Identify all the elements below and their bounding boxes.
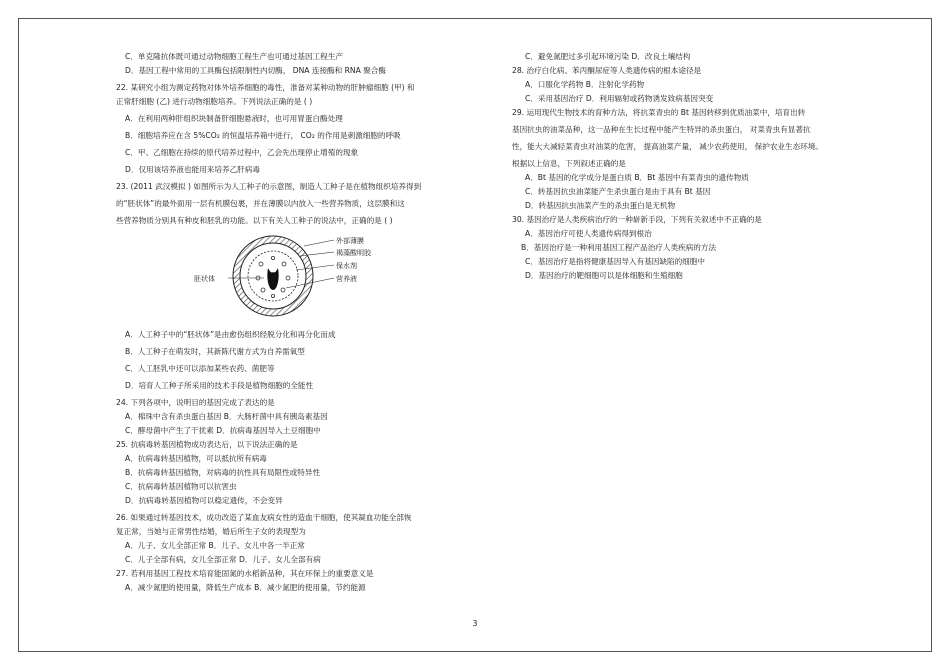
option-line: D．基因工程中常用的工具酶包括限制性内切酶， DNA 连接酶和 RNA 聚合酶 (125, 66, 386, 75)
option-d: D．抗病毒转基因植物可以稳定遗传，不会变异 (125, 496, 283, 505)
label-nutrient: 营养液 (336, 275, 357, 283)
option-ab: A．儿子、女儿全部正常 B．儿子、女儿中各一半正常 (125, 541, 305, 550)
question-line: 些营养物质分别具有种皮和胚乳的功能。以下有关人工种子的说法中，正确的是 ( ) (116, 216, 393, 225)
option-d: D．转基因抗虫油菜产生的杀虫蛋白是无机物 (525, 201, 676, 210)
option-b: B．细胞培养应在含 5%CO₂ 的恒温培养箱中进行， CO₂ 的作用是刺激细胞的呼吸 (125, 131, 401, 140)
question-line: 的“胚状体”的最外面用一层有机膜包裹，并在薄膜以内放入一些营养物质，这层膜和这 (116, 199, 405, 208)
question-line: 性，能大大减轻菜青虫对油菜的危害， 提高油菜产量， 减少农药使用， 保护农业生态环境。 (512, 142, 823, 151)
label-alginate: 褐藻酸明胶 (336, 249, 371, 257)
option-ab: A．减少氮肥的使用量，降低生产成本 B．减少氮肥的使用量，节约能源 (125, 583, 366, 592)
label-embryoid: 胚状体 (194, 275, 215, 283)
option-d: D．基因治疗的靶细胞可以是体细胞和生殖细胞 (525, 271, 683, 280)
option-a: A．抗病毒转基因植物，可以抵抗所有病毒 (125, 454, 267, 463)
option-cd: C．避免氮肥过多引起环境污染 D．改良土壤结构 (525, 52, 691, 61)
question-23: 23. (2011 武汉模拟 ) 如图所示为人工种子的示意图，制造人工种子是在植物组织培养得到 (116, 182, 422, 191)
option-ab: A．棉珠中含有杀虫蛋白基因 B．大肠杆菌中具有胰岛素基因 (125, 412, 328, 421)
question-22: 22. 某研究小组为测定药物对体外培养细胞的毒性，准备对某种动物的肝肿瘤细胞 (甲) 和 (116, 83, 415, 92)
question-26: 26. 如果通过转基因技术，成功改造了某血友病女性的造血干细胞，使其凝血功能全部恢 (116, 513, 412, 522)
option-c: C．转基因抗虫油菜能产生杀虫蛋白是由于具有 Bt 基因 (525, 187, 711, 196)
option-d: D．培育人工种子所采用的技术手段是植物细胞的全能性 (125, 381, 314, 390)
question-line: 正常肝细胞 (乙) 进行动物细胞培养。下列说法正确的是 ( ) (116, 97, 313, 106)
question-28: 28. 治疗白化病、苯丙酮尿症等人类遗传病的根本途径是 (512, 66, 702, 75)
option-b: B．抗病毒转基因植物，对病毒的抗性具有局限性或特异性 (125, 468, 321, 477)
question-line: 基因抗虫的油菜品种，这一品种在生长过程中能产生特异的杀虫蛋白， 对菜青虫有显著抗 (512, 125, 811, 134)
option-a: A．在利用两种肝组织块制备肝细胞悬液时，也可用胃蛋白酶处理 (125, 114, 343, 123)
left-column (116, 50, 486, 595)
question-27: 27. 若利用基因工程技术培育能固氮的水稻新品种，其在环保上的重要意义是 (116, 569, 374, 578)
right-column (512, 50, 882, 283)
question-25: 25. 抗病毒转基因植物成功表达后，以下说法正确的是 (116, 440, 298, 449)
question-30: 30. 基因治疗是人类疾病治疗的一种崭新手段，下列有关叙述中不正确的是 (512, 215, 762, 224)
option-ab: A．口服化学药物 B．注射化学药物 (525, 80, 645, 89)
option-b: B．基因治疗是一种利用基因工程产品治疗人类疾病的方法 (521, 243, 717, 252)
label-water-retainer: 保水剂 (336, 262, 357, 270)
option-b: B．人工种子在萌发时，其新陈代谢方式为自养需氧型 (125, 347, 305, 356)
page-number: 3 (472, 619, 478, 628)
option-c: C．基因治疗是指将健康基因导入有基因缺陷的细胞中 (525, 257, 705, 266)
option-a: A．人工种子中的“胚状体”是由愈伤组织经脱分化和再分化而成 (125, 330, 336, 339)
question-24: 24. 下列各项中，说明目的基因完成了表达的是 (116, 398, 275, 407)
option-d: D．仅用该培养液也能用来培养乙肝病毒 (125, 165, 260, 174)
option-cd: C．采用基因治疗 D．利用辐射或药物诱发致病基因突变 (525, 94, 714, 103)
question-line: 复正常，当她与正常男性结婚，婚后所生子女的表现型为 (116, 527, 306, 536)
option-line: C．单克隆抗体既可通过动物细胞工程生产也可通过基因工程生产 (125, 52, 343, 61)
option-ab: A．Bt 基因的化学成分是蛋白质 B．Bt 基因中有菜青虫的遗传物质 (525, 173, 749, 182)
option-a: A．基因治疗可使人类遗传病得到根治 (525, 229, 652, 238)
option-c: C．甲、乙细胞在持续的原代培养过程中，乙会先出现停止增殖的现象 (125, 148, 359, 157)
artificial-seed-figure (194, 228, 466, 328)
question-29: 29. 运用现代生物技术的育种方法，将抗菜青虫的 Bt 基因转移到优质油菜中，培育出转 (512, 108, 806, 117)
option-c: C．抗病毒转基因植物可以抗害虫 (125, 482, 237, 491)
option-cd: C．酵母菌中产生了干扰素 D．抗病毒基因导入土豆细胞中 (125, 426, 321, 435)
question-line: 根据以上信息，下列叙述正确的是 (512, 159, 626, 168)
label-outer-membrane: 外部薄膜 (336, 237, 364, 245)
option-c: C．人工胚乳中还可以添加某些农药、菌肥等 (125, 364, 275, 373)
option-cd: C．儿子全部有病，女儿全部正常 D．儿子、女儿全部有病 (125, 555, 321, 564)
